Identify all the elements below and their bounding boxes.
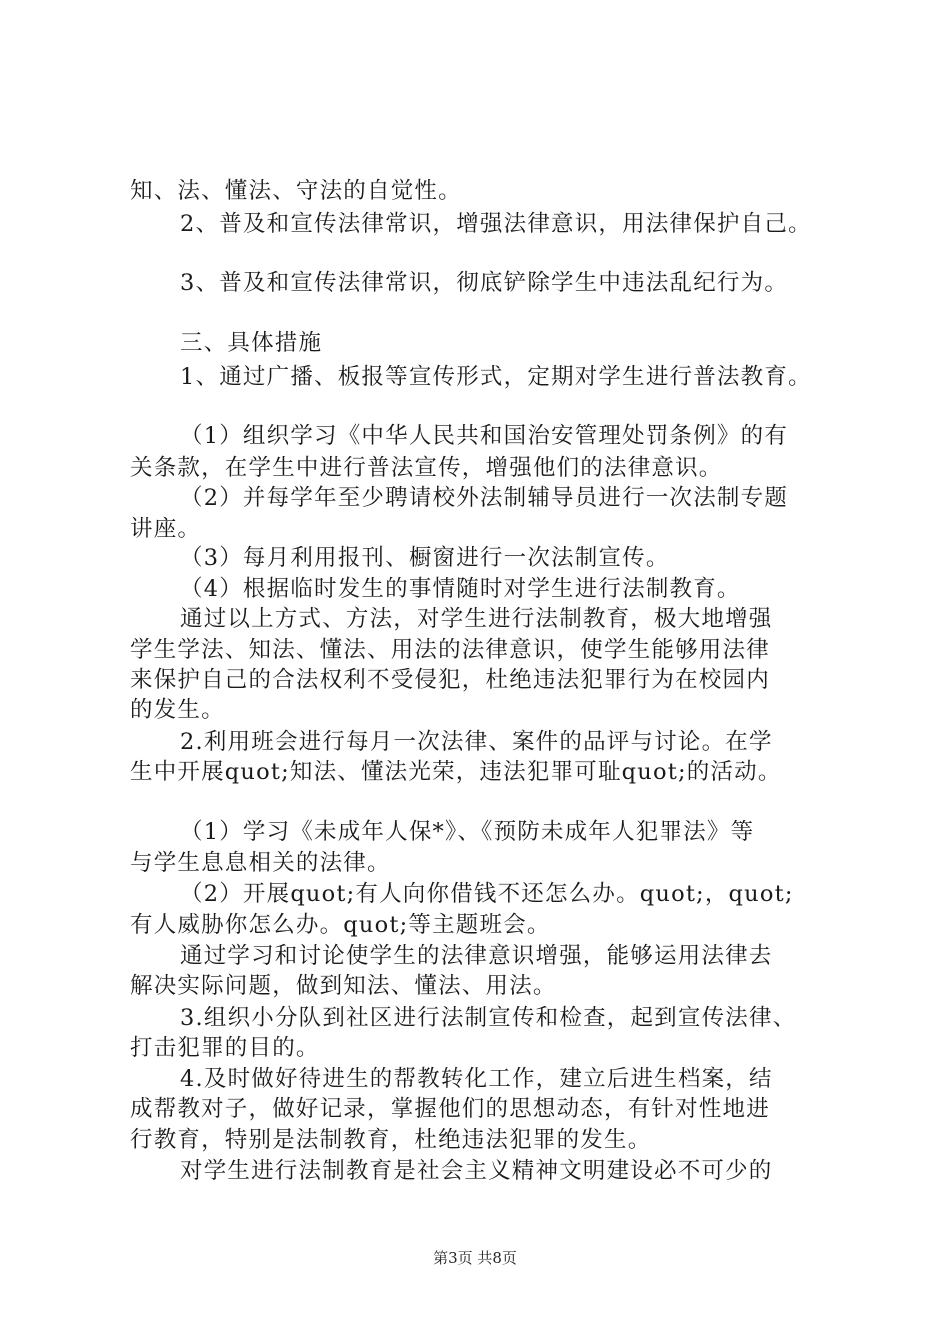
body-line: 解决实际问题，做到知法、懂法、用法。 (130, 973, 557, 999)
body-line: 生中开展quot;知法、懂法光荣，违法犯罪可耻quot;的活动。 (130, 759, 782, 785)
body-line: 关条款，在学生中进行普法宣传，增强他们的法律意识。 (130, 455, 723, 481)
page-number-footer: 第3页 共8页 (433, 1249, 517, 1267)
body-line: 行教育，特别是法制教育，杜绝违法犯罪的发生。 (130, 1127, 652, 1153)
body-line: （2）并每学年至少聘请校外法制辅导员进行一次法制专题 (180, 485, 789, 511)
body-line: 通过以上方式、方法，对学生进行法制教育，极大地增强 (180, 606, 773, 632)
body-line: 成帮教对子，做好记录，掌握他们的思想动态，有针对性地进 (130, 1096, 770, 1122)
body-line: 1、通过广播、板报等宣传形式，定期对学生进行普法教育。 (180, 364, 812, 390)
body-line: （4）根据临时发生的事情随时对学生进行法制教育。 (180, 576, 741, 602)
body-line: 对学生进行法制教育是社会主义精神文明建设必不可少的 (180, 1158, 773, 1184)
body-line: 3.组织小分队到社区进行法制宣传和检查，起到宣传法律、 (180, 1005, 797, 1031)
body-line: 与学生息息相关的法律。 (130, 850, 391, 876)
body-line: （3）每月利用报刊、橱窗进行一次法制宣传。 (180, 545, 670, 571)
body-line: 通过学习和讨论使学生的法律意识增强，能够运用法律去 (180, 943, 773, 969)
body-line: （2）开展quot;有人向你借钱不还怎么办。quot;，quot; (180, 881, 794, 907)
body-line: （1）学习《未成年人保*》、《预防未成年人犯罪法》等 (180, 819, 755, 845)
body-line: 讲座。 (130, 516, 202, 542)
body-line: 的发生。 (130, 697, 225, 723)
body-line: 3、普及和宣传法律常识，彻底铲除学生中违法乱纪行为。 (180, 270, 789, 296)
body-line: 来保护自己的合法权利不受侵犯，杜绝违法犯罪行为在校园内 (130, 667, 770, 693)
body-line: 2.利用班会进行每月一次法律、案件的品评与讨论。在学 (180, 729, 773, 755)
section-heading: 三、具体措施 (180, 330, 323, 356)
body-line: （1）组织学习《中华人民共和国治安管理处罚条例》的有 (180, 423, 789, 449)
body-line: 有人威胁你怎么办。quot;等主题班会。 (130, 912, 551, 938)
body-line: 学生学法、知法、懂法、用法的法律意识，使学生能够用法律 (130, 637, 770, 663)
body-line: 4.及时做好待进生的帮教转化工作，建立后进生档案，结 (180, 1066, 773, 1092)
body-line: 知、法、懂法、守法的自觉性。 (130, 178, 462, 204)
body-line: 2、普及和宣传法律常识，增强法律意识，用法律保护自己。 (180, 211, 812, 237)
body-line: 打击犯罪的目的。 (130, 1035, 320, 1061)
